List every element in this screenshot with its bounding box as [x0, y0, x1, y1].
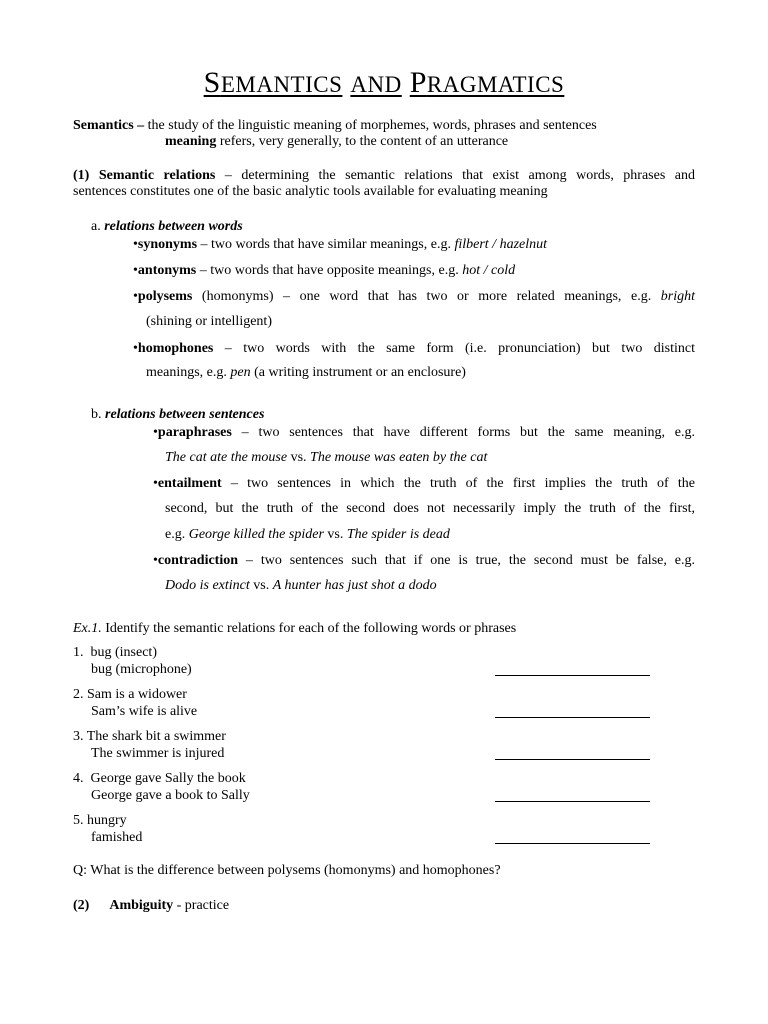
exercise-item-3-b: The swimmer is injured: [91, 746, 225, 761]
bullet-icon: •: [153, 553, 158, 568]
bullet-icon: •: [153, 476, 158, 491]
item-entailment-line2: second, but the truth of the second does not necessarily imply the truth of the first,: [165, 501, 695, 516]
exercise-item-5: 5. hungry: [73, 813, 127, 828]
exercise-item-3: 3. The shark bit a swimmer: [73, 729, 226, 744]
subheading-sentences: b. relations between sentences: [91, 407, 265, 422]
semantics-definition: Semantics – the study of the linguistic meaning of morphemes, words, phrases and sentences: [73, 118, 597, 133]
answer-blank-4[interactable]: [495, 801, 650, 802]
bullet-icon: •: [133, 263, 138, 278]
exercise-item-5-b: famished: [91, 830, 143, 845]
item-homophones: •homophones – two words with the same form (i.e. pronunciation) but two distinct: [133, 341, 695, 356]
bullet-icon: •: [153, 425, 158, 440]
bullet-icon: •: [133, 341, 138, 356]
subheading-words: a. relations between words: [91, 219, 243, 234]
answer-blank-3[interactable]: [495, 759, 650, 760]
item-entailment: •entailment – two sentences in which the truth of the first implies the truth of the: [153, 476, 695, 491]
question-text: Q: What is the difference between polysems (homonyms) and homophones?: [73, 863, 501, 878]
item-contradiction: •contradiction – two sentences such that if one is true, the second must be false, e.g.: [153, 553, 695, 568]
section1-line1: (1) Semantic relations – determining the semantic relations that exist among words, phrases and: [73, 168, 696, 183]
item-paraphrases-example: The cat ate the mouse vs. The mouse was eaten by the cat: [165, 450, 488, 465]
item-homophones-line2: meanings, e.g. pen (a writing instrument or an enclosure): [146, 365, 466, 380]
answer-blank-1[interactable]: [495, 675, 650, 676]
exercise-item-1-b: bug (microphone): [91, 662, 192, 677]
exercise-item-4: 4. George gave Sally the book: [73, 771, 246, 786]
item-contradiction-example: Dodo is extinct vs. A hunter has just shot a dodo: [165, 578, 437, 593]
section2-heading: (2) Ambiguity - practice: [73, 898, 230, 913]
exercise-item-2-b: Sam’s wife is alive: [91, 704, 198, 719]
answer-blank-5[interactable]: [495, 843, 650, 844]
item-polysems: •polysems (homonyms) – one word that has two or more related meanings, e.g. bright: [133, 289, 695, 304]
exercise-item-1: 1. bug (insect): [73, 645, 157, 660]
bullet-icon: •: [133, 289, 138, 304]
answer-blank-2[interactable]: [495, 717, 650, 718]
section1-line2: sentences constitutes one of the basic analytic tools available for evaluating meaning: [73, 184, 548, 199]
meaning-definition: meaning refers, very generally, to the content of an utterance: [165, 134, 509, 149]
item-synonyms: •synonyms – two words that have similar meanings, e.g. filbert / hazelnut: [133, 237, 548, 252]
exercise-item-4-b: George gave a book to Sally: [91, 788, 250, 803]
exercise-instruction: Ex.1. Identify the semantic relations for each of the following words or phrases: [73, 621, 517, 636]
page-title: SEMANTICS AND PRAGMATICS: [203, 66, 565, 99]
exercise-item-2: 2. Sam is a widower: [73, 687, 187, 702]
item-paraphrases: •paraphrases – two sentences that have different forms but the same meaning, e.g.: [153, 425, 695, 440]
item-entailment-example: e.g. George killed the spider vs. The spider is dead: [165, 527, 450, 542]
item-polysems-line2: (shining or intelligent): [146, 314, 272, 329]
item-antonyms: •antonyms – two words that have opposite meanings, e.g. hot / cold: [133, 263, 516, 278]
bullet-icon: •: [133, 237, 138, 252]
